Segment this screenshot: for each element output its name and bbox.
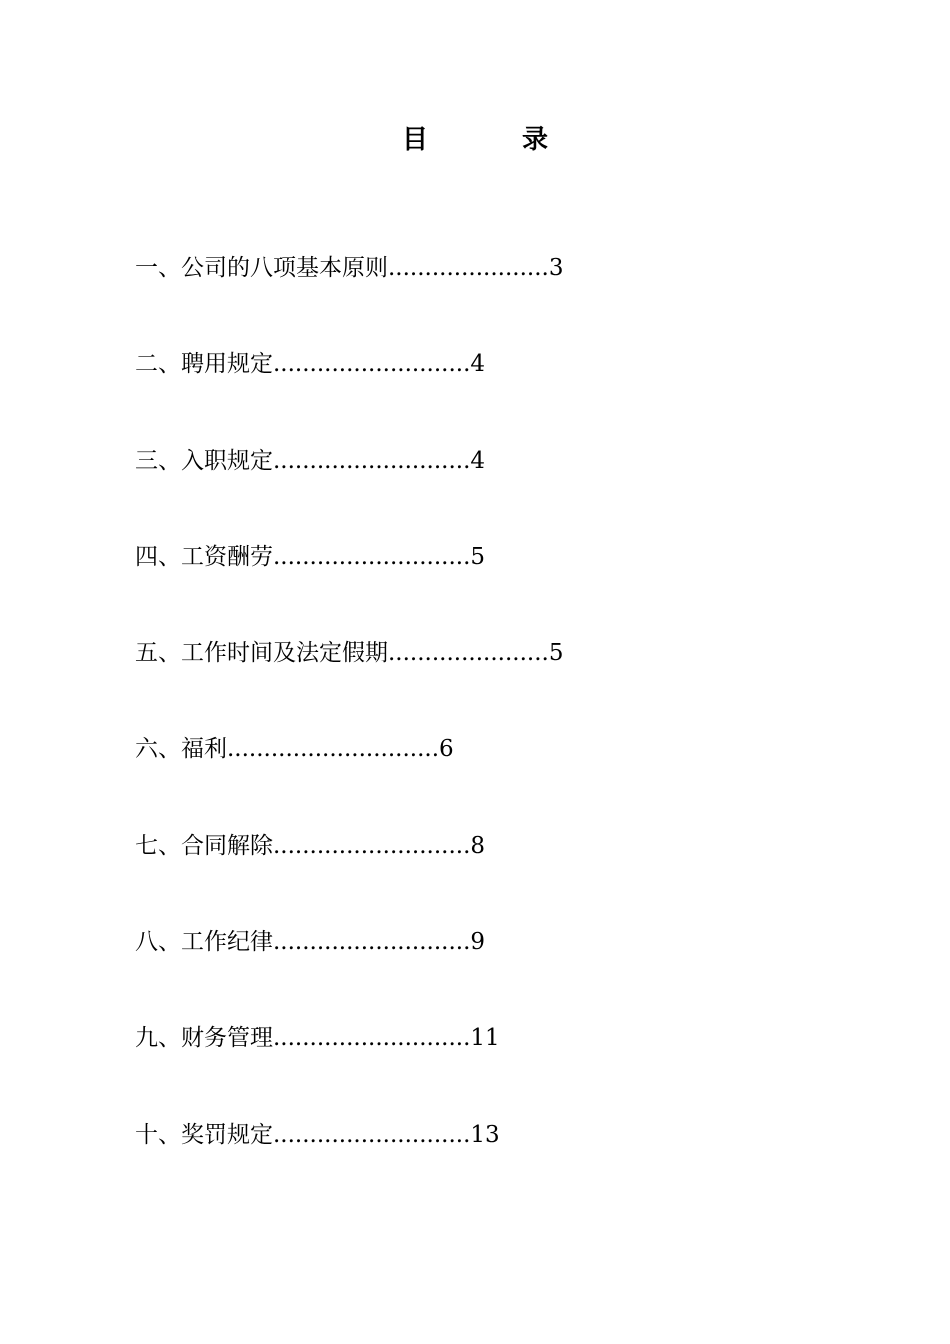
- toc-entry-leader: ...........................: [273, 447, 471, 474]
- toc-entry-label: 九、财务管理: [135, 1025, 273, 1052]
- toc-entry-label: 十、奖罚规定: [135, 1121, 273, 1148]
- toc-entry-page: 5: [470, 543, 486, 570]
- toc-entry-leader: ...........................: [273, 1025, 471, 1052]
- toc-entry-label: 五、工作时间及法定假期: [135, 640, 388, 667]
- toc-entry-page: 3: [548, 255, 564, 281]
- toc-entry[interactable]: [135, 731, 835, 827]
- toc-entry-label: 一、公司的八项基本原则: [135, 255, 388, 281]
- toc-entry-page: 6: [439, 736, 454, 763]
- toc-entry-page: 8: [470, 832, 486, 859]
- toc-entry-page: 11: [470, 1025, 500, 1052]
- toc-entry-leader: ......................: [388, 255, 549, 281]
- toc-entry-page: 13: [470, 1121, 500, 1148]
- toc-entry-leader: ...........................: [273, 1121, 471, 1148]
- toc-entry[interactable]: [135, 250, 835, 346]
- toc-entry-page: 5: [548, 640, 564, 667]
- toc-entry[interactable]: [135, 635, 835, 731]
- toc-entry-leader: ...........................: [273, 543, 471, 570]
- toc-entry-leader: ......................: [388, 640, 549, 667]
- toc-entry-label: 二、聘用规定: [135, 351, 273, 378]
- toc-entry[interactable]: [135, 1020, 835, 1116]
- toc-entry-page: 4: [470, 351, 486, 378]
- toc-entry-leader: ...........................: [273, 351, 471, 378]
- toc-entry-leader: ...........................: [273, 929, 471, 956]
- toc-entry[interactable]: [135, 443, 835, 539]
- toc-entry[interactable]: [135, 828, 835, 924]
- toc-entry-label: 三、入职规定: [135, 447, 273, 474]
- toc-entry-label: 四、工资酬劳: [135, 543, 273, 570]
- toc-entry[interactable]: [135, 346, 835, 442]
- toc-entry[interactable]: [135, 924, 835, 1020]
- toc-entry-page: 9: [470, 929, 486, 956]
- toc-entry[interactable]: [135, 539, 835, 635]
- toc-entry-leader: ...........................: [273, 832, 471, 859]
- toc-entry-leader: .............................: [227, 736, 440, 763]
- toc-entry-page: 4: [470, 447, 486, 474]
- toc-entry[interactable]: [135, 1117, 835, 1213]
- toc-entry-label: 八、工作纪律: [135, 929, 273, 956]
- toc-entry-label: 六、福利: [135, 736, 227, 763]
- toc-title: 目 录: [401, 125, 582, 155]
- toc-list: [135, 250, 835, 1213]
- toc-entry-label: 七、合同解除: [135, 832, 273, 859]
